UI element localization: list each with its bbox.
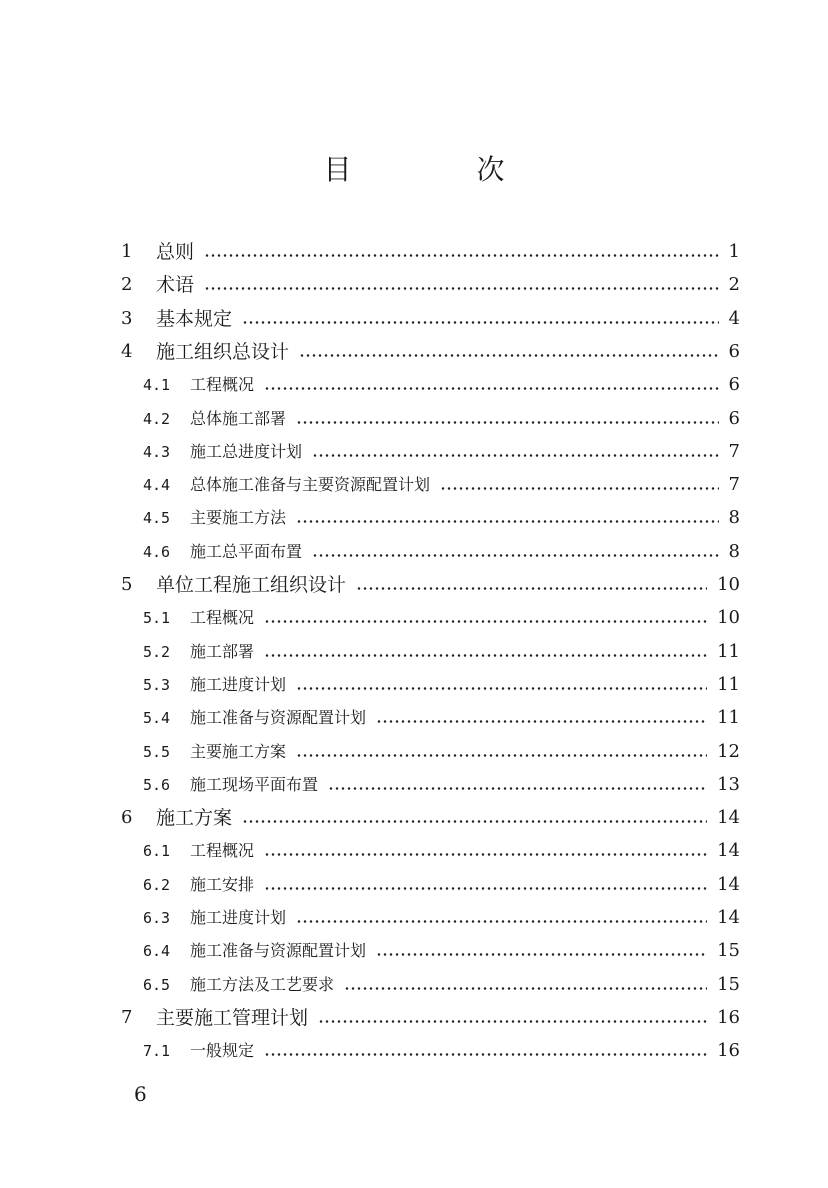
toc-entry-number: 3 — [121, 307, 133, 329]
toc-entry-number: 4.4 — [143, 476, 171, 495]
toc-entry-number: 5.1 — [143, 609, 171, 628]
toc-entry-number: 5.4 — [143, 709, 171, 728]
toc-entry-page: 6 — [728, 340, 740, 362]
toc-entry[interactable] — [0, 371, 828, 399]
toc-entry-label: 施工进度计划 — [190, 674, 287, 694]
toc-entry[interactable] — [0, 271, 828, 299]
toc-entry-label: 施工方案 — [156, 807, 233, 830]
toc-entry-page: 4 — [728, 307, 740, 329]
toc-leader-dots — [296, 520, 719, 523]
toc-entry[interactable] — [0, 438, 828, 466]
toc-entry-page: 14 — [717, 807, 740, 829]
toc-entry[interactable] — [0, 671, 828, 699]
toc-entry-label: 施工总进度计划 — [190, 441, 303, 461]
toc-leader-dots — [318, 1020, 707, 1023]
toc-entry-page: 11 — [717, 707, 740, 729]
toc-entry-label: 单位工程施工组织设计 — [156, 574, 347, 596]
toc-entry-page: 14 — [717, 873, 740, 895]
toc-entry-number: 6.4 — [143, 942, 171, 961]
toc-entry-label: 工程概况 — [190, 608, 255, 628]
toc-leader-dots — [242, 321, 719, 324]
toc-leader-dots — [204, 254, 719, 257]
toc-leader-dots — [264, 887, 707, 890]
toc-leader-dots — [356, 587, 707, 590]
toc-entry-page: 14 — [717, 840, 740, 862]
toc-leader-dots — [264, 387, 719, 390]
toc-entry[interactable] — [0, 305, 828, 333]
toc-entry-label: 施工准备与资源配置计划 — [190, 708, 367, 728]
toc-entry-number: 7 — [121, 1006, 133, 1028]
toc-entry-label: 施工方法及工艺要求 — [190, 974, 335, 994]
toc-leader-dots — [328, 787, 707, 790]
toc-entry-page: 1 — [728, 241, 740, 262]
toc-leader-dots — [296, 687, 707, 690]
toc-entry-label: 施工安排 — [190, 874, 255, 894]
toc-entry-page: 11 — [717, 640, 740, 662]
toc-entry[interactable] — [0, 771, 828, 799]
toc-entry-number: 7.1 — [143, 1042, 171, 1061]
toc-entry-label: 总则 — [156, 241, 195, 263]
toc-entry[interactable] — [0, 871, 828, 899]
toc-entry-label: 主要施工方案 — [190, 741, 287, 761]
toc-entry-label: 施工组织总设计 — [156, 340, 290, 363]
toc-entry-page: 8 — [728, 540, 740, 562]
toc-entry[interactable] — [0, 937, 828, 965]
toc-leader-dots — [296, 421, 719, 424]
toc-entry[interactable] — [0, 837, 828, 865]
page-number: 6 — [134, 1082, 147, 1106]
toc-entry-page: 7 — [728, 474, 740, 496]
toc-entry-number: 6 — [121, 807, 133, 829]
toc-entry[interactable] — [0, 538, 828, 566]
toc-entry-label: 施工部署 — [190, 641, 255, 661]
toc-entry[interactable] — [0, 804, 828, 832]
toc-entry-number: 5.2 — [143, 642, 171, 661]
toc-entry-page: 16 — [717, 1006, 740, 1028]
toc-leader-dots — [344, 987, 707, 990]
toc-entry[interactable] — [0, 238, 828, 266]
toc-entry-page: 15 — [717, 973, 740, 995]
toc-entry-label: 主要施工方法 — [190, 508, 287, 528]
toc-entry-number: 4.1 — [143, 376, 171, 395]
toc-entry[interactable] — [0, 471, 828, 499]
toc-entry-number: 6.1 — [143, 842, 171, 861]
toc-leader-dots — [440, 487, 719, 490]
toc-entry-number: 4.3 — [143, 442, 171, 461]
toc-entry-page: 6 — [728, 374, 740, 396]
toc-leader-dots — [264, 620, 707, 623]
page-title: 目 次 — [323, 153, 563, 186]
toc-entry-number: 5.3 — [143, 675, 171, 694]
toc-entry-label: 施工现场平面布置 — [190, 774, 319, 794]
toc-entry-number: 4.5 — [143, 509, 171, 528]
toc-entry[interactable] — [0, 904, 828, 932]
toc-leader-dots — [376, 953, 707, 956]
toc-entry-label: 工程概况 — [190, 841, 255, 861]
toc-entry-page: 2 — [728, 274, 740, 296]
toc-leader-dots — [312, 454, 719, 457]
toc-entry-number: 4.6 — [143, 542, 171, 561]
toc-entry[interactable] — [0, 571, 828, 599]
toc-entry-number: 6.2 — [143, 875, 171, 894]
toc-entry[interactable] — [0, 704, 828, 732]
toc-leader-dots — [264, 654, 707, 657]
toc-leader-dots — [264, 853, 707, 856]
toc-leader-dots — [296, 920, 707, 923]
toc-entry-label: 施工进度计划 — [190, 908, 287, 927]
toc-entry-number: 5.6 — [143, 775, 171, 794]
toc-entry-label: 工程概况 — [190, 375, 255, 395]
toc-entry-number: 1 — [121, 241, 133, 262]
toc-leader-dots — [204, 287, 719, 290]
toc-entry[interactable] — [0, 638, 828, 666]
toc-leader-dots — [299, 354, 719, 357]
toc-leader-dots — [296, 754, 707, 757]
toc-leader-dots — [264, 1053, 707, 1056]
toc-entry-page: 12 — [717, 740, 740, 762]
toc-entry-label: 总体施工准备与主要资源配置计划 — [190, 475, 431, 495]
toc-entry-page: 10 — [717, 607, 740, 629]
toc-entry-number: 5.5 — [143, 742, 171, 761]
toc-entry[interactable] — [0, 1037, 828, 1065]
toc-entry[interactable] — [0, 738, 828, 766]
toc-entry[interactable] — [0, 504, 828, 532]
toc-leader-dots — [376, 720, 707, 723]
toc-entry-label: 主要施工管理计划 — [156, 1006, 309, 1029]
toc-entry[interactable] — [0, 604, 828, 632]
toc-leader-dots — [242, 820, 707, 823]
toc-entry-number: 5 — [121, 574, 133, 595]
toc-entry[interactable] — [0, 405, 828, 433]
toc-entry-page: 8 — [728, 507, 740, 529]
toc-entry-page: 7 — [728, 440, 740, 462]
toc-entry-page: 15 — [717, 940, 740, 962]
toc-entry-page: 6 — [728, 407, 740, 429]
toc-entry-page: 10 — [717, 574, 740, 595]
toc-entry-page: 11 — [717, 673, 740, 695]
toc-entry[interactable] — [0, 971, 828, 999]
toc-entry-label: 总体施工部署 — [190, 408, 287, 428]
toc-entry-number: 6.5 — [143, 975, 171, 994]
toc-entry-label: 基本规定 — [156, 307, 233, 330]
toc-entry-label: 施工总平面布置 — [190, 541, 303, 561]
toc-entry-label: 一般规定 — [190, 1041, 255, 1061]
toc-entry-page: 13 — [717, 773, 740, 795]
toc-entry-label: 施工准备与资源配置计划 — [190, 941, 367, 961]
toc-entry-number: 4 — [121, 340, 133, 362]
toc-leader-dots — [312, 554, 719, 557]
toc-entry-number: 4.2 — [143, 409, 171, 428]
toc-entry-number: 6.3 — [143, 909, 171, 927]
toc-entry-page: 16 — [717, 1040, 740, 1062]
toc-entry-page: 14 — [717, 907, 740, 928]
toc-entry-number: 2 — [121, 274, 133, 296]
toc-entry-label: 术语 — [156, 274, 195, 297]
toc-entry[interactable] — [0, 338, 828, 366]
toc-entry[interactable] — [0, 1004, 828, 1032]
